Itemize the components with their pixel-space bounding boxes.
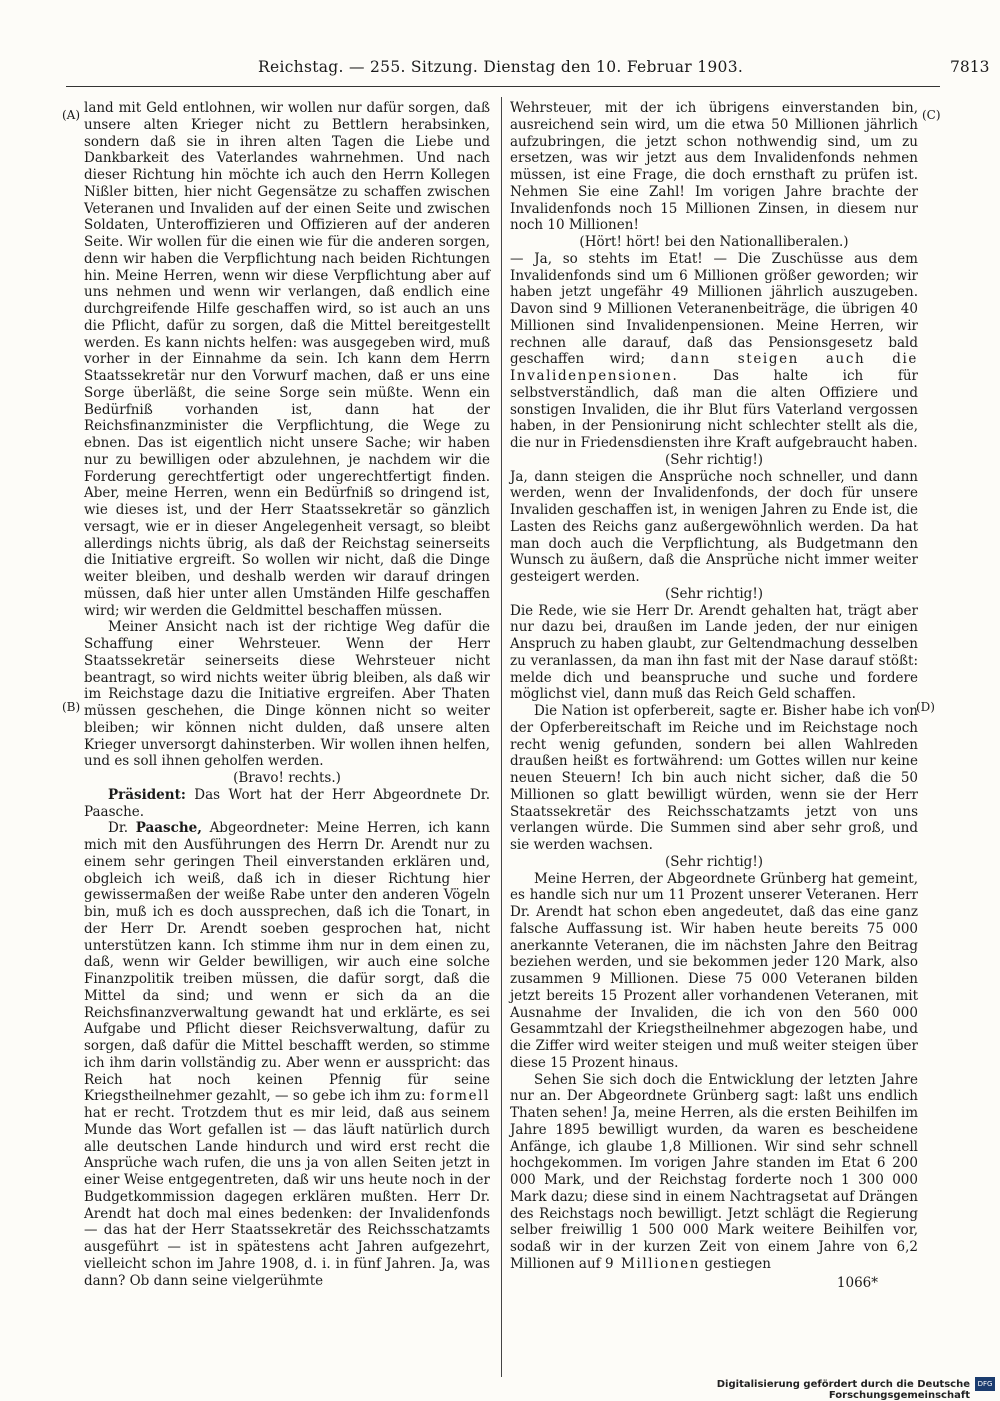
header-rule [66, 86, 940, 87]
margin-mark-c: (C) [922, 108, 941, 122]
digitization-credit: Digitalisierung gefördert durch die Deutsche Forschungsgemeinschaft [716, 1379, 970, 1401]
speech-paragraph [84, 820, 490, 1289]
speaker-title: Dr. [108, 820, 129, 837]
margin-mark-a: (A) [62, 108, 81, 122]
emphasis-text: dann steigen auch die Invalidenpensionen. [510, 351, 918, 384]
paragraph-text: gestiegen [704, 1255, 771, 1272]
interjection: (Bravo! rechts.) [233, 770, 341, 786]
column-separator [501, 97, 502, 1377]
paragraph: Ja, dann steigen die Ansprüche noch schneller, und dann werden, wenn der Invalidenfonds, der doch für unsere Invaliden geschaffen ist, in wenigen Jahren zu Ende ist, die Lasten des Reichs ganz außergewöhnlich werden. Da hat man doch auch die Verpflichtung, als Budgetmann den Wunsch zu äußern, daß die Ansprüche nicht immer weiter gesteigert werden. [510, 468, 918, 585]
interjection: (Sehr richtig!) [664, 451, 764, 468]
paragraph: land mit Geld entlohnen, wir wollen nur dafür sorgen, daß unsere alten Krieger nicht zu Bettlern herabsinken, sondern daß sie in ihren alten Tagen die Liebe und Dankbarkeit des Vaterlandes wahrnehmen. Und nach dieser Richtung hin möchte ich auch den Herrn Kollegen Nißler bitten, hier nicht Gegensätze zu schaffen zwischen Veteranen und Invaliden auf der einen Seite und zwischen Soldaten, Unteroffizieren und Offizieren auf der anderen Seite. Wir wollen für die einen wie für die anderen sorgen, denn wir haben die Verpflichtung nach beiden Richtungen hin. Meine Herren, wenn wir diese Verpflichtung aber auf uns nehmen und wenn wir verlangen, daß endlich eine durchgreifende Hilfe geschaffen wird, so ist auch an uns die Pflicht, dafür zu sorgen, daß die Mittel bereitgestellt werden. Es kann nichts helfen: was ausgegeben wird, muß vorher in der Einnahme da sein. Ich kann dem Herrn Staatssekretär nur den Vorwurf machen, daß er uns eine Sorge überläßt, die seine Sorge sein müßte. Wenn ein Bedürfniß vorhanden ist, dann hat der Reichsfinanzminister die Verpflichtung, die Wege zu ebnen. Das ist eigentlich nicht unsere Sache; wir haben nur zu bewilligen oder abzulehnen, je nachdem wir die Forderung gerechtfertigt oder ungerechtfertigt finden. Aber, meine Herren, wenn ein Bedürfniß so dringend ist, wie dieses ist, und der Herr Staatssekretär so gänzlich versagt, wie er in dieser Angelegenheit versagt, so bleibt allerdings nichts übrig, als daß der Reichstag seinerseits die Initiative ergreift. So wollen wir nicht, daß die Dinge weiter bleiben, und deshalb werden wir darauf dringen müssen, daß hier unter allen Umständen Hilfe geschaffen wird; wir werden die Geldmittel beschaffen müssen. [84, 100, 490, 619]
paragraph [510, 251, 918, 452]
margin-mark-d: (D) [916, 700, 935, 714]
paragraph-text: Das halte ich für selbstverständlich, daß man die alten Offiziere und sonstigen Invaliden, die ihr Blut fürs Vaterland vergossen haben, in der Pensionirung nicht schlechter stellt als die, die nur in Friedensdiensten ihre Kraft aufgebraucht haben. [510, 368, 918, 451]
emphasis-text: formell [429, 1088, 491, 1105]
paragraph-text: Das Wort hat der Herr Abgeordnete Dr. Paasche. [84, 786, 490, 820]
interjection: (Sehr richtig!) [664, 853, 764, 870]
paragraph-text: hat er recht. Trotzdem thut es mir leid, daß aus seinem Munde das Wort gefallen ist — das läuft natürlich durch alle deutschen Lande hindurch und wird erst recht die Ansprüche wach rufen, die uns ja von allen Seiten jetzt in einer Weise entgegentreten, daß wir uns heute noch in der Budgetkommission dagegen erklären mußten. Herr Dr. Arendt hat doch mal eines bedenken: der Invalidenfonds — das hat der Herr Staatssekretär des Reichsschatzamts ausgeführt — ist in spätestens acht Jahren aufgezehrt, vielleicht schon im Jahre 1908, d. i. in fünf Jahren. Ja, was dann? Ob dann seine vielgerühmte [84, 1105, 490, 1289]
paragraph-text: — Ja, so stehts im Etat! — Die Zuschüsse aus dem Invalidenfonds sind um 6 Millionen größer geworden; wir haben jetzt ungefähr 49 Millionen jährlich auszugeben. Davon sind 9 Millionen Veteranenbeiträge, die übrigen 40 Millionen sind Invalidenpensionen. Meine Herren, wir rechnen alle darauf, daß das Pensionsgesetz bald geschaffen wird; [510, 250, 918, 368]
emphasis-text: 9 Millionen [604, 1255, 701, 1272]
left-column [84, 100, 490, 1289]
paragraph: Die Rede, wie sie Herr Dr. Arendt gehalten hat, trägt aber nur dazu bei, draußen im Lande jeden, der nur einigen Anspruch zu haben glaubt, zur Geltendmachung desselben zu veranlassen, da man ihn fast mit der Nase darauf stößt: melde dich und beanspruche und suche und fordere möglichst viel, dann muß das Reich Geld schaffen. [510, 602, 918, 703]
speaker-label: Präsident: [108, 786, 186, 803]
paragraph: Meiner Ansicht nach ist der richtige Weg dafür die Schaffung einer Wehrsteuer. Wenn der Herr Staatssekretär seinerseits diese Wehrsteuer nicht beantragt, so wird nichts weiter übrig bleiben, als daß wir im Reichstage dazu die Initiative ergreifen. Aber Thaten müssen geschehen, die Dinge können nicht so weiter bleiben; wir können nicht dulden, daß unsere alten Krieger unversorgt dahinsterben. Wir wollen ihnen helfen, und es soll ihnen geholfen werden. [84, 619, 490, 770]
dfg-logo: DFG [975, 1377, 995, 1391]
interjection: (Hört! hört! bei den Nationalliberalen.) [579, 234, 849, 250]
margin-mark-b: (B) [62, 700, 81, 714]
paragraph-text: Sehen Sie sich doch die Entwicklung der letzten Jahre nur an. Der Abgeordnete Grünberg sagt: laßt uns endlich Thaten sehen! Ja, meine Herren, als die ersten Beihilfen im Jahre 1895 bewilligt wurden, da waren es bescheidene Anfänge, ich glaube 1,8 Millionen. Wir sind sehr schnell hochgekommen. Im vorigen Jahre standen im Etat 6 200 000 Mark, und der Reichstag forderte noch 1 300 000 Mark dazu; diese sind in einem Nachtragsetat auf Drängen des Reichstags noch bewilligt. Jetzt schlägt die Regierung selber freiwillig 1 500 000 Mark weitere Beihilfen vor, sodaß wir in der kurzen Zeit von einem Jahre von 6,2 Millionen auf [510, 1071, 918, 1272]
paragraph [510, 1072, 918, 1273]
paragraph: Meine Herren, der Abgeordnete Grünberg hat gemeint, es handle sich nur um 11 Prozent unserer Veteranen. Herr Dr. Arendt hat schon eben angedeutet, daß das eine ganz falsche Auffassung ist. Wir haben heute bereits 75 000 anerkannte Veteranen, die im nächsten Jahre den Beitrag beziehen werden, und sie bekommen jeder 120 Mark, also zusammen 9 Millionen. Diese 75 000 Veteranen bilden jetzt bereits 15 Prozent aller vorhandenen Veteranen, mit Ausnahme der Invaliden, die ich von den 560 000 Gesammtzahl der Kriegstheilnehmer abgezogen habe, und die Ziffer wird weiter steigen und muß weiter steigen über diese 15 Prozent hinaus. [510, 870, 918, 1071]
header-title: Reichstag. — 255. Sitzung. Dienstag den 10. Februar 1903. [258, 58, 744, 76]
running-header [0, 58, 1000, 84]
paragraph-text: Abgeordneter: Meine Herren, ich kann mich mit den Ausführungen des Herrn Dr. Arendt nur zu einem sehr geringen Theil einverstanden erklären und, obgleich ich weiß, daß ich in dieser Richtung hier gewissermaßen der weiße Rabe unter den anderen Vögeln bin, muß ich es doch aussprechen, daß ich die Tonart, in der Herr Dr. Arendt soeben gesprochen hat, nicht unterstützen kann. Ich stimme ihm nur in dem einen zu, daß, wenn wir Gelder bewilligen, wir auch eine solche Finanzpolitik treiben müssen, die dafür sorgt, daß die Mittel da sind; und wenn er sich da an die Reichsfinanzverwaltung gewandt hat und erklärte, es sei Aufgabe und Pflicht dieser Reichsverwaltung, dafür zu sorgen, daß dafür die Mittel beschafft werden, so stimme ich ihm darin vollständig zu. Aber wenn er ausspricht: das Reich hat noch keinen Pfennig für seine Kriegstheilnehmer gezahlt, — so gebe ich ihm zu: [84, 820, 491, 1105]
page-number: 7813 [950, 58, 990, 76]
interjection: (Sehr richtig!) [664, 585, 764, 602]
paragraph: Wehrsteuer, mit der ich übrigens einverstanden bin, ausreichend sein wird, um die etwa 50 Millionen jährlich aufzubringen, die jetzt schon nothwendig sind, um zu ersetzen, was wir jetzt aus dem Invalidenfonds nehmen müssen, ist eine Frage, die doch ernsthaft zu prüfen ist. Nehmen Sie eine Zahl! Im vorigen Jahre brachte der Invalidenfonds noch 15 Millionen Zinsen, in diesem nur noch 10 Millionen! [510, 100, 918, 234]
president-paragraph [84, 787, 490, 821]
speaker-name: Paasche, [135, 820, 202, 837]
paragraph: Die Nation ist opferbereit, sagte er. Bisher habe ich von der Opferbereitschaft im Reiche und im Reichstage noch recht wenig gefunden, sondern bei allen Wahlreden draußen heißt es fortwährend: um Gottes willen nur keine neuen Steuern! Ich bin auch nicht sicher, daß die 50 Millionen so glatt bewilligt würden, wenn sie der Herr Staatssekretär des Reichsschatzamts jetzt von uns verlangen würde. Die Summen sind aber sehr groß, und sie werden wachsen. [510, 703, 918, 853]
right-column [510, 100, 918, 1291]
sheet-mark: 1066* [836, 1274, 878, 1291]
